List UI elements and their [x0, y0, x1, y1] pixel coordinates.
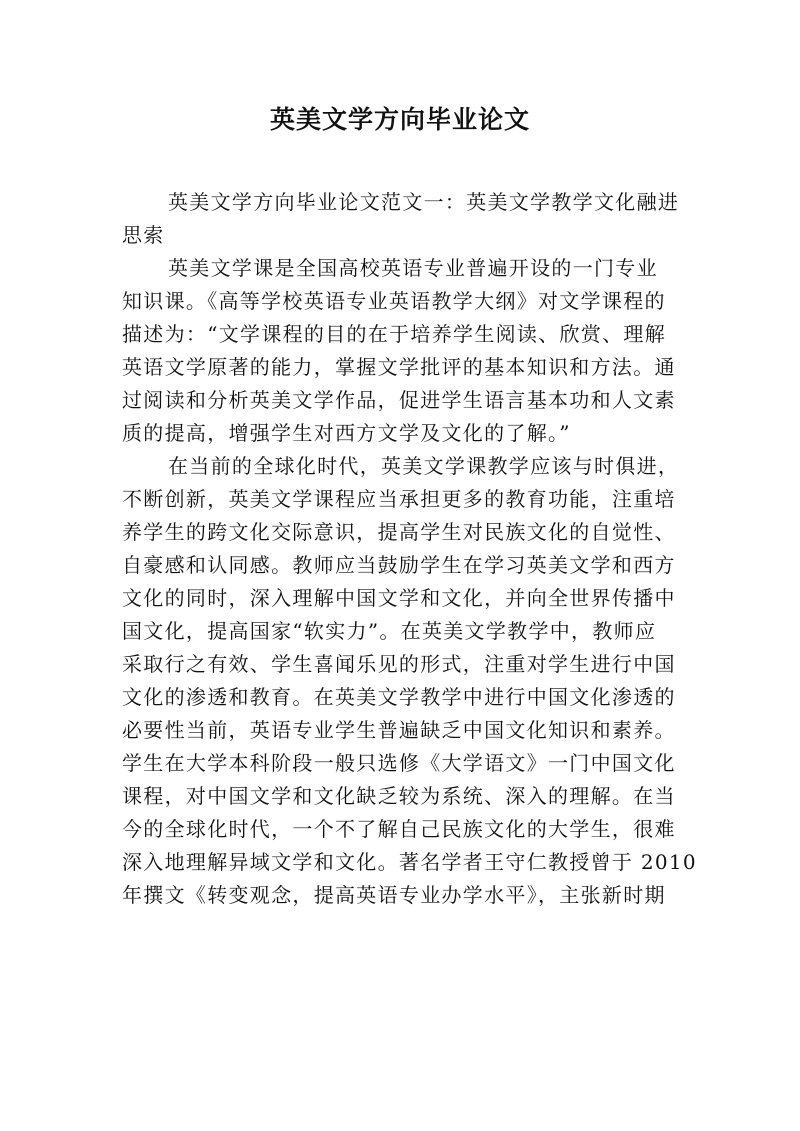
text-line: 英语文学原著的能力，掌握文学批评的基本知识和方法。通: [122, 355, 676, 379]
text-line: 年撰文《转变观念，提高英语专业办学水平》，主张新时期: [122, 883, 666, 907]
text-line: 英美文学方向毕业论文范文一：英美文学教学文化融进: [168, 190, 680, 214]
text-line: 描述为：“文学课程的目的在于培养学生阅读、欣赏、理解: [122, 322, 667, 346]
text-line: 今的全球化时代，一个不了解自己民族文化的大学生，很难: [122, 817, 676, 841]
text-line: 必要性当前，英语专业学生普遍缺乏中国文化知识和素养。: [122, 718, 676, 742]
text-line: 自豪感和认同感。教师应当鼓励学生在学习英美文学和西方: [122, 553, 676, 577]
text-line: 思索: [122, 223, 165, 247]
text-line: 学生在大学本科阶段一般只选修《大学语文》一门中国文化: [122, 751, 676, 775]
text-line: 国文化，提高国家“软实力”。在英美文学教学中，教师应: [122, 619, 657, 643]
document-title: 英美文学方向毕业论文: [269, 105, 530, 134]
text-line: 英美文学课是全国高校英语专业普遍开设的一门专业: [168, 256, 658, 280]
text-line: 文化的同时，深入理解中国文学和文化，并向全世界传播中: [122, 586, 676, 610]
text-line: 在当前的全球化时代，英美文学课教学应该与时俱进，: [168, 454, 680, 478]
text-line: 知识课。《高等学校英语专业英语教学大纲》对文学课程的: [122, 289, 666, 313]
text-line: 质的提高，增强学生对西方文学及文化的了解。”: [122, 421, 571, 445]
text-line: 过阅读和分析英美文学作品，促进学生语言基本功和人文素: [122, 388, 676, 412]
text-line: 文化的渗透和教育。在英美文学教学中进行中国文化渗透的: [122, 685, 676, 709]
text-line: 养学生的跨文化交际意识，提高学生对民族文化的自觉性、: [122, 520, 676, 544]
text-line: 不断创新，英美文学课程应当承担更多的教育功能，注重培: [122, 487, 676, 511]
text-line: 课程，对中国文学和文化缺乏较为系统、深入的理解。在当: [122, 784, 676, 808]
document-body: [122, 186, 697, 912]
text-line: 深入地理解异域文学和文化。著名学者王守仁教授曾于 2010: [122, 850, 697, 874]
text-line: 采取行之有效、学生喜闻乐见的形式，注重对学生进行中国: [122, 652, 676, 676]
